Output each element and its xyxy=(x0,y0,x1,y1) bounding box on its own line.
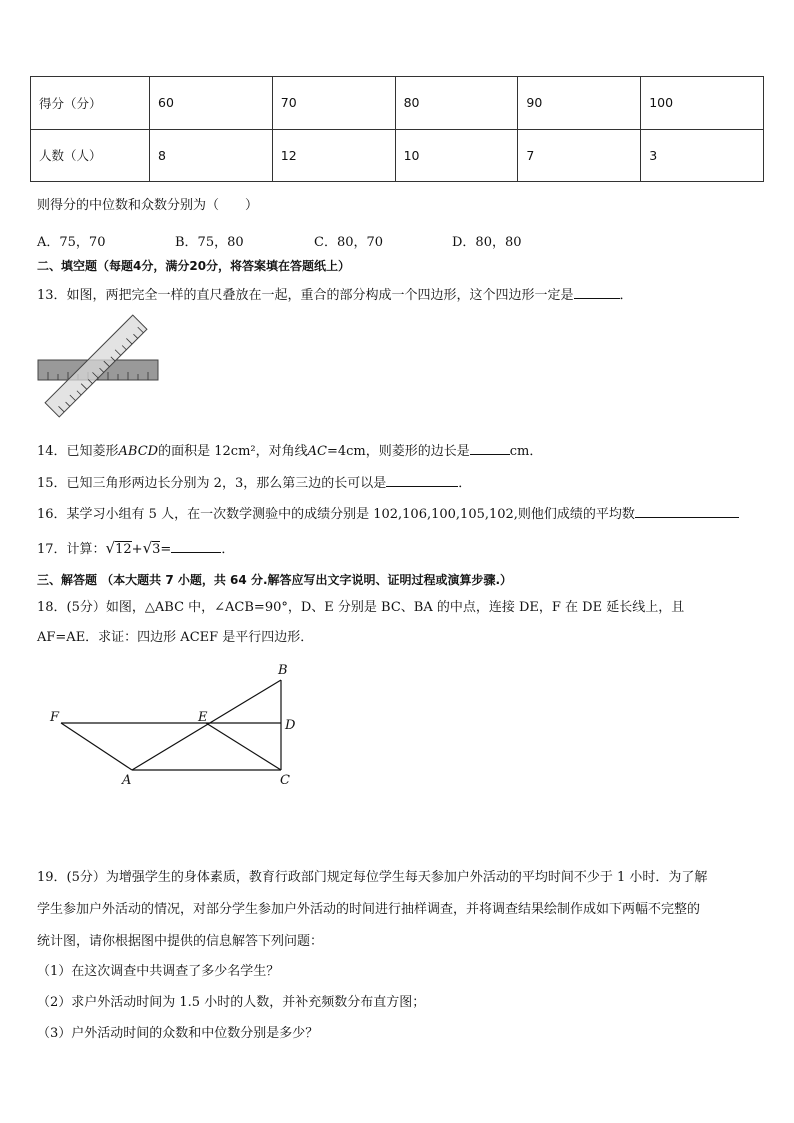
label-a: A xyxy=(122,773,132,788)
score-table xyxy=(30,76,764,182)
table-cell: 12 xyxy=(272,129,395,182)
label-d: D xyxy=(285,718,296,733)
table-cell: 8 xyxy=(150,129,273,182)
question-16: 16．某学习小组有 5 人，在一次数学测验中的成绩分别是 102,106,100,105,102,则他们成绩的平均数 xyxy=(37,503,739,522)
option-a: A．75，70 xyxy=(37,235,106,250)
table-cell: 100 xyxy=(641,77,764,130)
section-2-heading: 二、填空题（每题4分，满分20分，将答案填在答题纸上） xyxy=(37,259,351,273)
table-cell: 3 xyxy=(641,129,764,182)
answer-blank xyxy=(574,286,620,299)
question-13: 13．如图，两把完全一样的直尺叠放在一起，重合的部分构成一个四边形，这个四边形一定是 ． xyxy=(37,288,633,303)
q12-stem: 则得分的中位数和众数分别为（ ） xyxy=(37,198,259,213)
question-18-line-2: AF=AE．求证：四边形 ACEF 是平行四边形． xyxy=(37,630,314,645)
table-cell: 7 xyxy=(518,129,641,182)
label-b: B xyxy=(278,663,288,678)
table-cell: 人数（人） xyxy=(31,129,150,182)
question-19-line-3: 统计图，请你根据图中提供的信息解答下列问题： xyxy=(37,934,324,949)
question-19-line-2: 学生参加户外活动的情况，对部分学生参加户外活动的时间进行抽样调查，并将调查结果绘制作成如下两幅不完整的 xyxy=(37,902,701,917)
question-19-sub-1: （1）在这次调查中共调查了多少名学生？ xyxy=(37,964,280,979)
table-cell: 得分（分） xyxy=(31,77,150,130)
table-cell: 70 xyxy=(272,77,395,130)
answer-blank xyxy=(470,442,510,455)
table-cell: 60 xyxy=(150,77,273,130)
answer-blank xyxy=(635,505,739,518)
triangle-figure xyxy=(40,660,310,790)
table-cell: 90 xyxy=(518,77,641,130)
question-19-line-1: 19．(5分）为增强学生的身体素质，教育行政部门规定每位学生每天参加户外活动的平均时间不少于 1 小时．为了解 xyxy=(37,870,708,885)
question-19-sub-2: （2）求户外活动时间为 1.5 小时的人数，并补充频数分布直方图； xyxy=(37,995,426,1010)
option-d: D．80，80 xyxy=(452,235,522,250)
answer-blank xyxy=(171,540,221,553)
label-c: C xyxy=(280,773,290,788)
label-f: F xyxy=(50,710,60,725)
question-15: 15．已知三角形两边长分别为 2，3，那么第三边的长可以是 ． xyxy=(37,476,472,491)
question-17: 17．计算：√12+√3= ． xyxy=(37,539,235,557)
question-19-sub-3: （3）户外活动时间的众数和中位数分别是多少？ xyxy=(37,1026,319,1041)
option-c: C．80，70 xyxy=(314,235,384,250)
sqrt-sign: √ xyxy=(142,539,153,557)
section-3-heading: 三、解答题 （本大题共 7 小题，共 64 分.解答应写出文字说明、证明过程或演算步骤.） xyxy=(37,573,513,587)
table-row xyxy=(31,129,764,182)
question-18-line-1: 18．(5分）如图，△ABC 中，∠ACB=90°，D、E 分别是 BC、BA 的中点，连接 DE，F 在 DE 延长线上，且 xyxy=(37,600,685,615)
table-cell: 10 xyxy=(395,129,518,182)
table-cell: 80 xyxy=(395,77,518,130)
rulers-figure xyxy=(36,314,166,424)
sqrt-sign: √ xyxy=(105,539,116,557)
answer-blank xyxy=(386,474,458,487)
table-row xyxy=(31,77,764,130)
label-e: E xyxy=(198,710,208,725)
question-14: 14．已知菱形ABCD的面积是 12cm²，对角线AC=4cm，则菱形的边长是 cm． xyxy=(37,444,543,459)
option-b: B．75，80 xyxy=(175,235,244,250)
